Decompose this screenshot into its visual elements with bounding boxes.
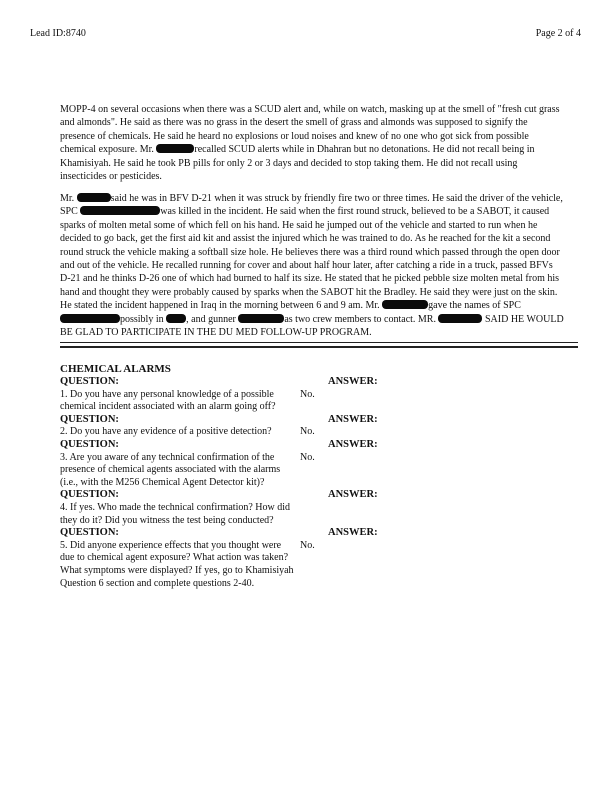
answer-label: ANSWER: bbox=[328, 413, 378, 425]
qa-item bbox=[60, 527, 380, 590]
paragraph-text: Mr. bbox=[60, 193, 77, 204]
paragraph-text: SAID HE WOULD BE GLAD TO PARTICIPATE IN THE DU MED FOLLOW-UP PROGRAM. bbox=[60, 313, 564, 339]
question-text: 4. If yes. Who made the technical confirmation? How did they do it? Did you witness the test being conducted? bbox=[60, 501, 291, 526]
redaction-block bbox=[382, 300, 428, 309]
paragraph-text: said he was in BFV D-21 when it was struck by friendly fire two or three times. He said the driver of the vehicle, SPC bbox=[60, 193, 563, 218]
answer-text: No. bbox=[300, 539, 315, 551]
question-text: 1. Do you have any personal knowledge of a possible chemical incident associated with an alarm going off? bbox=[60, 388, 276, 413]
question-text: 2. Do you have any evidence of a positive detection? bbox=[60, 426, 272, 438]
redaction-block bbox=[60, 314, 120, 323]
redaction-block bbox=[166, 314, 186, 323]
question-label: QUESTION: bbox=[60, 413, 119, 425]
page-number: Page 2 of 4 bbox=[535, 28, 581, 39]
section-divider bbox=[60, 346, 578, 348]
redaction-block bbox=[238, 314, 284, 323]
lead-id: Lead ID:8740 bbox=[30, 28, 86, 39]
paragraph-text: gave the names of SPC bbox=[428, 300, 521, 312]
question-label: QUESTION: bbox=[60, 489, 119, 501]
redaction-block bbox=[80, 206, 160, 215]
narrative-paragraph-2 bbox=[60, 192, 564, 339]
question-label: QUESTION: bbox=[60, 527, 119, 539]
narrative-paragraph-1 bbox=[60, 103, 564, 183]
answer-text: No. bbox=[300, 451, 315, 463]
question-label: QUESTION: bbox=[60, 376, 119, 387]
question-label: QUESTION: bbox=[60, 438, 119, 450]
paragraph-text: as two crew members to contact. MR. bbox=[284, 313, 439, 325]
qa-item bbox=[60, 489, 380, 527]
section-divider bbox=[60, 342, 578, 343]
answer-label: ANSWER: bbox=[328, 489, 378, 501]
redaction-block bbox=[77, 193, 111, 202]
qa-item bbox=[60, 376, 380, 414]
paragraph-text: MOPP-4 on several occasions when there was a SCUD alert and, while on watch, masking up at the smell of "fresh cut grass and almonds". He said as there was no grass in the desert the smell of grass and almonds was supposed to signify the presence of chemicals. He said he heard no explosions or loud noises and knew of no one who got sick from possible chemical exposure. Mr. bbox=[60, 104, 560, 156]
paragraph-text: , and gunner bbox=[186, 313, 239, 325]
answer-text: No. bbox=[300, 426, 315, 438]
answer-label: ANSWER: bbox=[328, 527, 378, 539]
qa-item bbox=[60, 439, 380, 489]
answer-label: ANSWER: bbox=[328, 376, 378, 387]
question-text: 3. Are you aware of any technical confirmation of the presence of chemical agents associated with the alarms (i.e., with the M256 Chemical Agent Detector kit)? bbox=[60, 451, 281, 488]
qa-item bbox=[60, 414, 380, 439]
section-title: CHEMICAL ALARMS bbox=[60, 363, 171, 375]
question-text: 5. Did anyone experience effects that you thought were due to chemical agent exposure? What action was taken? What symptoms were displayed? If yes, go to Khamisiyah Question 6 section and complete questions 2-40. bbox=[60, 539, 294, 589]
answer-text: No. bbox=[300, 388, 315, 400]
redaction-block bbox=[156, 144, 194, 153]
answer-label: ANSWER: bbox=[328, 438, 378, 450]
qa-list bbox=[60, 376, 380, 590]
paragraph-text: was killed in the incident. He said when the first round struck, believed to be a SABOT, it caused sparks of molten metal some of which fell on his hand. He said he jumped out of the vehicle and started to run when he decided to go back, get the first aid kit and assist the injured which he was trained to do. As he reached for the kit a second round struck the vehicle making a softball size hole. He believes there was a third round which passed through the open door and out of the vehicle. He recalled running for cover and about half hour later, after catching a ride in a truck, passed BFVs D-21 and he thinks D-26 one of which had burned to half its size. He stated that he picked pebble size molten metal from his hand and thought they were probably caused by sparks when the SABOT hit the Bradley. He said they were just on the skin. He stated the incident happened in Iraq in the morning between 6 and 9 am. Mr. bbox=[60, 206, 560, 312]
paragraph-text: possibly in bbox=[120, 313, 167, 325]
paragraph-text: recalled SCUD alerts while in Dhahran but no detonations. He did not recall being in Khamisiyah. He said he took PB pills for only 2 or 3 days and decided to stop taking them. He did not recall using insecticides or pesticides. bbox=[60, 144, 535, 183]
redaction-block bbox=[438, 314, 482, 323]
